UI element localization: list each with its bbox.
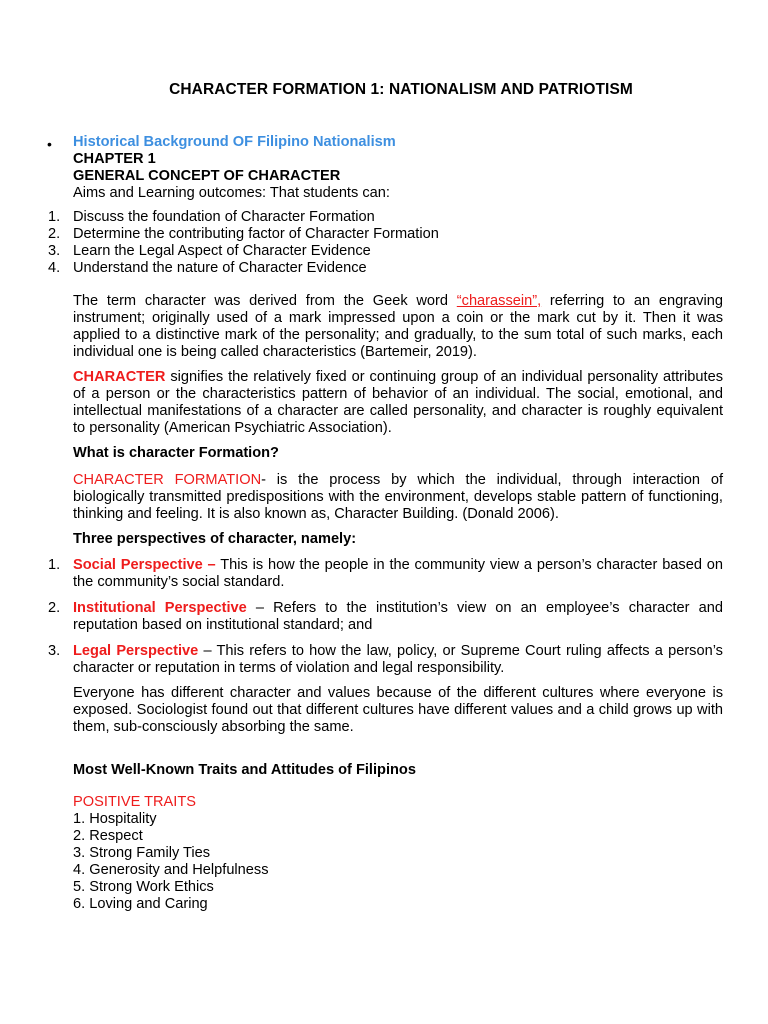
section-heading: Historical Background OF Filipino Nationalism xyxy=(73,134,396,150)
list-item: 2. Determine the contributing factor of Character Formation xyxy=(48,226,439,242)
list-item: 6. Loving and Caring xyxy=(73,896,208,912)
bullet-marker: • xyxy=(47,136,52,152)
chapter-label: CHAPTER 1 xyxy=(73,151,156,167)
list-item: 1. Hospitality xyxy=(73,811,157,827)
list-item: 2. Respect xyxy=(73,828,143,844)
positive-traits-list xyxy=(73,811,269,913)
aims-intro: Aims and Learning outcomes: That students can: xyxy=(73,185,390,201)
list-item: 4. Generosity and Helpfulness xyxy=(73,862,269,878)
highlight-term: CHARACTER xyxy=(73,369,166,385)
list-item: 3. Learn the Legal Aspect of Character Evidence xyxy=(48,243,371,259)
positive-traits-heading: POSITIVE TRAITS xyxy=(73,794,196,810)
list-item: 2. Institutional Perspective – Refers to the institution’s view on an employee’s character and reputation based on institutional standard; and xyxy=(48,600,724,633)
traits-heading: Most Well-Known Traits and Attitudes of Filipinos xyxy=(73,762,416,778)
section-block xyxy=(73,134,396,202)
chapter-title: GENERAL CONCEPT OF CHARACTER xyxy=(73,168,341,184)
list-item: 1. Discuss the foundation of Character Formation xyxy=(48,209,375,225)
document-title: CHARACTER FORMATION 1: NATIONALISM AND PATRIOTISM xyxy=(169,81,633,98)
highlight-term: “charassein”, xyxy=(456,293,542,309)
list-item: 4. Understand the nature of Character Evidence xyxy=(48,260,367,276)
perspectives-list xyxy=(48,557,723,677)
list-item: 3. Legal Perspective – This refers to how the law, policy, or Supreme Court ruling affects a person’s character or reputation in terms of violation and legal responsibility. xyxy=(48,643,723,676)
paragraph-character: CHARACTER signifies the relatively fixed or continuing group of an individual personality attributes of a person or the characteristics pattern of behavior of an individual. The social, emotional, and intellectual manifestations of a character are called personality, and character is roughly equivalent to personality (American Psychiatric Association). xyxy=(73,369,723,436)
paragraph-etymology: The term character was derived from the Geek word “charassein”, referring to an engraving instrument; originally used of a mark impressed upon a coin or the mark cut by it. Then it was applied to a distinctive mark of the personality; and gradually, to the sum total of such marks, each individual one is being called characteristics (Bartemeir, 2019). xyxy=(73,293,724,360)
paragraph-culture: Everyone has different character and values because of the different cultures where everyone is exposed. Sociologist found out that different cultures have different values and a child grows up with them, sub-consciously absorbing the same. xyxy=(73,685,723,735)
aims-list xyxy=(48,209,728,277)
question-heading: What is character Formation? xyxy=(73,445,279,461)
list-item: 3. Strong Family Ties xyxy=(73,845,211,861)
list-item: 5. Strong Work Ethics xyxy=(73,879,214,895)
perspectives-heading: Three perspectives of character, namely: xyxy=(73,531,357,547)
list-item: 1. Social Perspective – This is how the people in the community view a person’s character based on the community’s social standard. xyxy=(48,557,723,590)
highlight-term: CHARACTER FORMATION xyxy=(73,472,262,488)
paragraph-formation: CHARACTER FORMATION- is the process by which the individual, through interaction of biologically transmitted predispositions with the environment, develops stable pattern of functioning, thinking and feeling. It is also known as, Character Building. (Donald 2006). xyxy=(73,472,723,522)
